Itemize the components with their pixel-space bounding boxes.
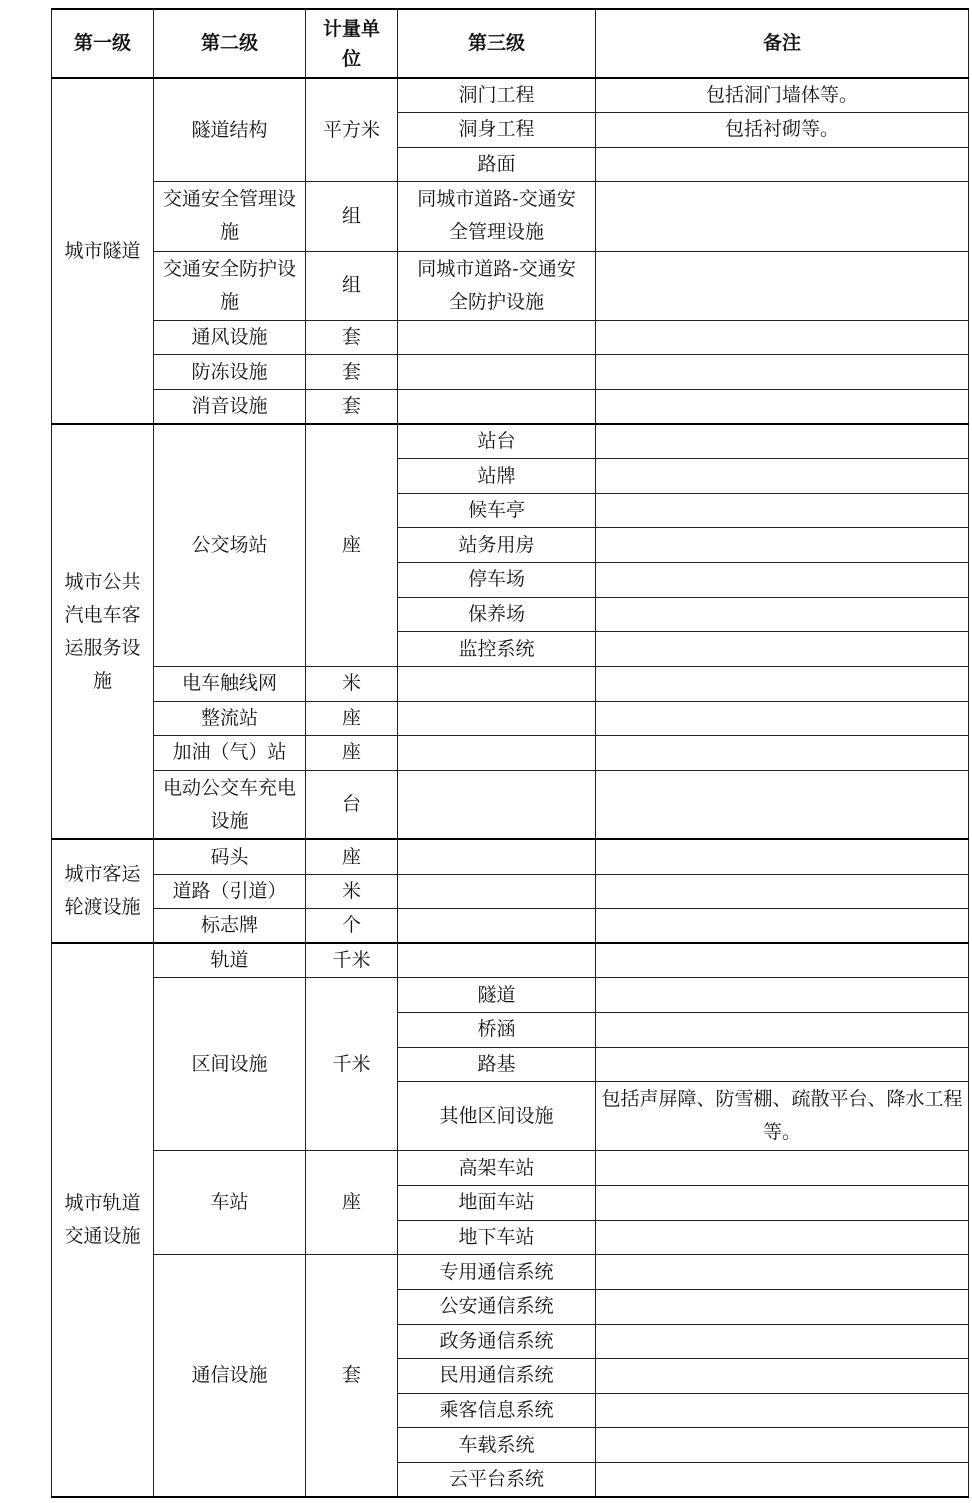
level3-cell — [398, 909, 596, 944]
level3-cell: 站牌 — [398, 459, 596, 494]
unit-cell: 套 — [306, 1255, 398, 1497]
level3-cell: 同城市道路-交通安全防护设施 — [398, 251, 596, 320]
note-cell — [596, 770, 969, 839]
table-row — [52, 424, 969, 459]
level3-cell: 同城市道路-交通安全管理设施 — [398, 182, 596, 251]
level2-cell: 整流站 — [154, 701, 306, 736]
level1-cell: 城市轨道交通设施 — [52, 943, 154, 1497]
table-row — [52, 78, 969, 113]
level3-cell: 民用通信系统 — [398, 1359, 596, 1394]
level3-cell: 候车亭 — [398, 493, 596, 528]
level1-cell: 城市客运轮渡设施 — [52, 839, 154, 943]
note-cell — [596, 424, 969, 459]
level3-cell: 地下车站 — [398, 1220, 596, 1255]
note-cell — [596, 251, 969, 320]
level3-cell: 政务通信系统 — [398, 1324, 596, 1359]
note-cell — [596, 632, 969, 667]
level3-cell: 高架车站 — [398, 1151, 596, 1186]
level2-cell: 码头 — [154, 839, 306, 874]
table-row — [52, 666, 969, 701]
note-cell — [596, 701, 969, 736]
level2-cell: 交通安全防护设施 — [154, 251, 306, 320]
note-cell — [596, 1013, 969, 1048]
level3-cell — [398, 839, 596, 874]
level3-cell: 桥涵 — [398, 1013, 596, 1048]
level2-cell: 道路（引道） — [154, 874, 306, 909]
table-row — [52, 701, 969, 736]
unit-cell: 千米 — [306, 978, 398, 1151]
table-row — [52, 390, 969, 425]
level2-cell: 通信设施 — [154, 1255, 306, 1497]
note-cell — [596, 320, 969, 355]
note-cell — [596, 909, 969, 944]
level3-cell — [398, 736, 596, 771]
note-cell — [596, 1359, 969, 1394]
note-cell — [596, 563, 969, 598]
note-cell — [596, 666, 969, 701]
table-row — [52, 770, 969, 839]
table-row — [52, 839, 969, 874]
level3-cell — [398, 320, 596, 355]
unit-cell: 套 — [306, 355, 398, 390]
level3-cell: 路面 — [398, 147, 596, 182]
level3-cell: 公安通信系统 — [398, 1289, 596, 1324]
level3-cell — [398, 874, 596, 909]
note-cell — [596, 1186, 969, 1221]
unit-cell: 套 — [306, 390, 398, 425]
level3-cell — [398, 355, 596, 390]
unit-cell: 千米 — [306, 943, 398, 978]
level3-cell: 乘客信息系统 — [398, 1393, 596, 1428]
table-body — [52, 78, 969, 1497]
level2-cell: 防冻设施 — [154, 355, 306, 390]
unit-cell: 米 — [306, 666, 398, 701]
level2-cell: 车站 — [154, 1151, 306, 1255]
unit-cell: 座 — [306, 701, 398, 736]
classification-table — [51, 8, 969, 1498]
note-cell — [596, 459, 969, 494]
note-cell: 包括声屏障、防雪棚、疏散平台、降水工程等。 — [596, 1082, 969, 1151]
level3-cell: 洞身工程 — [398, 113, 596, 148]
unit-cell: 台 — [306, 770, 398, 839]
level3-cell: 站台 — [398, 424, 596, 459]
table-row — [52, 1151, 969, 1186]
note-cell — [596, 874, 969, 909]
level3-cell: 站务用房 — [398, 528, 596, 563]
note-cell — [596, 943, 969, 978]
level1-cell: 城市隧道 — [52, 78, 154, 424]
note-cell — [596, 736, 969, 771]
level3-cell: 路基 — [398, 1047, 596, 1082]
level2-cell: 标志牌 — [154, 909, 306, 944]
table-row — [52, 1255, 969, 1290]
table-row — [52, 251, 969, 320]
note-cell: 包括洞门墙体等。 — [596, 78, 969, 113]
note-cell: 包括衬砌等。 — [596, 113, 969, 148]
note-cell — [596, 1324, 969, 1359]
unit-cell: 套 — [306, 320, 398, 355]
level3-cell: 云平台系统 — [398, 1462, 596, 1497]
note-cell — [596, 355, 969, 390]
level3-cell: 隧道 — [398, 978, 596, 1013]
level2-cell: 公交场站 — [154, 424, 306, 666]
note-cell — [596, 1462, 969, 1497]
unit-cell: 米 — [306, 874, 398, 909]
level3-cell — [398, 943, 596, 978]
level3-cell: 保养场 — [398, 597, 596, 632]
table-row — [52, 182, 969, 251]
level2-cell: 消音设施 — [154, 390, 306, 425]
table-header-row — [52, 9, 969, 78]
level3-cell — [398, 770, 596, 839]
note-cell — [596, 1289, 969, 1324]
note-cell — [596, 528, 969, 563]
table-row — [52, 943, 969, 978]
level3-cell: 监控系统 — [398, 632, 596, 667]
note-cell — [596, 1220, 969, 1255]
unit-cell: 座 — [306, 1151, 398, 1255]
level2-cell: 电动公交车充电设施 — [154, 770, 306, 839]
note-cell — [596, 390, 969, 425]
level3-cell — [398, 666, 596, 701]
note-cell — [596, 1047, 969, 1082]
level2-cell: 区间设施 — [154, 978, 306, 1151]
level3-cell: 其他区间设施 — [398, 1082, 596, 1151]
unit-cell: 座 — [306, 424, 398, 666]
note-cell — [596, 493, 969, 528]
unit-cell: 组 — [306, 251, 398, 320]
note-cell — [596, 839, 969, 874]
note-cell — [596, 1151, 969, 1186]
level2-cell: 通风设施 — [154, 320, 306, 355]
level3-cell: 车载系统 — [398, 1428, 596, 1463]
level3-cell: 洞门工程 — [398, 78, 596, 113]
unit-cell: 个 — [306, 909, 398, 944]
level3-cell — [398, 701, 596, 736]
header-level1: 第一级 — [52, 9, 154, 78]
level2-cell: 隧道结构 — [154, 78, 306, 182]
level2-cell: 加油（气）站 — [154, 736, 306, 771]
table-row — [52, 320, 969, 355]
table-row — [52, 736, 969, 771]
note-cell — [596, 147, 969, 182]
note-cell — [596, 597, 969, 632]
note-cell — [596, 1393, 969, 1428]
unit-cell: 座 — [306, 839, 398, 874]
unit-cell: 座 — [306, 736, 398, 771]
note-cell — [596, 1428, 969, 1463]
note-cell — [596, 182, 969, 251]
level3-cell: 地面车站 — [398, 1186, 596, 1221]
header-unit: 计量单位 — [306, 9, 398, 78]
unit-cell: 组 — [306, 182, 398, 251]
level2-cell: 电车触线网 — [154, 666, 306, 701]
table-row — [52, 355, 969, 390]
table-row — [52, 978, 969, 1013]
header-level3: 第三级 — [398, 9, 596, 78]
level1-cell: 城市公共汽电车客运服务设施 — [52, 424, 154, 839]
table-row — [52, 874, 969, 909]
header-note: 备注 — [596, 9, 969, 78]
level3-cell: 专用通信系统 — [398, 1255, 596, 1290]
level2-cell: 轨道 — [154, 943, 306, 978]
note-cell — [596, 1255, 969, 1290]
level3-cell — [398, 390, 596, 425]
level2-cell: 交通安全管理设施 — [154, 182, 306, 251]
header-level2: 第二级 — [154, 9, 306, 78]
note-cell — [596, 978, 969, 1013]
unit-cell: 平方米 — [306, 78, 398, 182]
table-row — [52, 909, 969, 944]
level3-cell: 停车场 — [398, 563, 596, 598]
